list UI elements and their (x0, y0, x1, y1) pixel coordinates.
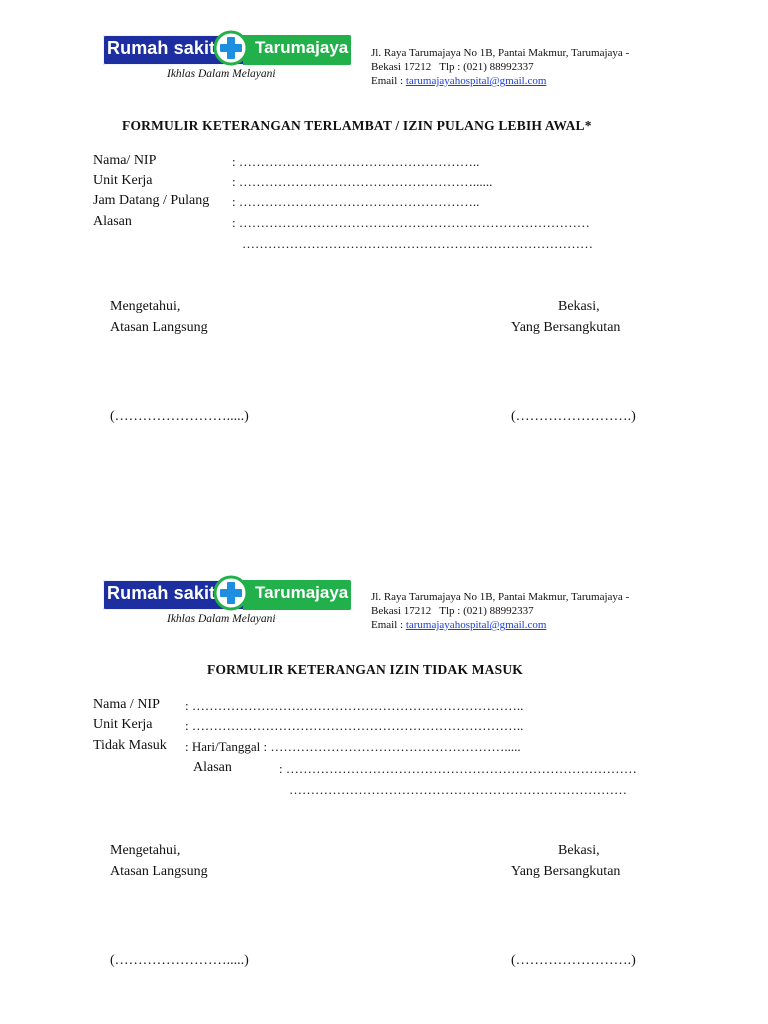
form1-field-nama-value[interactable]: : ……………………………………………….. (232, 154, 480, 169)
tagline: Ikhlas Dalam Melayani (167, 68, 276, 80)
logo-name-left: Rumah sakit (107, 583, 216, 603)
form1-field-alasan-line2[interactable]: ……………………………………………………………………… (242, 236, 593, 251)
form1-field-alasan-value[interactable]: : ……………………………………………………………………… (232, 215, 590, 230)
email-line (371, 74, 629, 88)
hospital-logo (103, 575, 353, 635)
form2-field-nama-value[interactable]: : ………………………………………………………………….. (185, 698, 524, 713)
medical-cross-icon (213, 575, 249, 611)
form1-left-sig-line2: Atasan Langsung (110, 320, 208, 335)
form2-field-tidak-masuk-label: Tidak Masuk (93, 738, 167, 753)
form2-left-sig-blank[interactable]: (…………………….....) (110, 953, 249, 968)
form1-field-nama-label: Nama/ NIP (93, 153, 157, 168)
address-line-1: Jl. Raya Tarumajaya No 1B, Pantai Makmur, Tarumajaya - (371, 591, 630, 603)
form1-field-jam-value[interactable]: : ……………………………………………….. (232, 194, 480, 209)
form2-field-tanggal-value[interactable]: : Hari/Tanggal : ………………………………………………..... (185, 739, 521, 754)
address-block (371, 590, 629, 632)
form1-title: FORMULIR KETERANGAN TERLAMBAT / IZIN PULANG LEBIH AWAL* (122, 118, 592, 133)
address-line-2: Bekasi 17212 Tlp : (021) 88992337 (371, 605, 534, 617)
address-block (371, 46, 629, 88)
form1-field-unit-label: Unit Kerja (93, 173, 153, 188)
form2-field-nama-label: Nama / NIP (93, 697, 160, 712)
email-label: Email : (371, 619, 406, 631)
form1-left-sig-blank[interactable]: (…………………….....) (110, 409, 249, 424)
form2-field-alasan-line2[interactable]: …………………………………………………………………… (289, 782, 627, 797)
form2-right-sig-line2: Yang Bersangkutan (511, 864, 621, 879)
form2-left-sig-line1: Mengetahui, (110, 843, 181, 858)
form1-right-sig-line1: Bekasi, (558, 299, 600, 314)
tagline: Ikhlas Dalam Melayani (167, 613, 276, 625)
address-line-2: Bekasi 17212 Tlp : (021) 88992337 (371, 61, 534, 73)
logo-name-right: Tarumajaya (255, 38, 349, 57)
hospital-logo (103, 30, 353, 90)
form2-field-alasan-value[interactable]: : ……………………………………………………………………… (279, 761, 637, 776)
logo-name-left: Rumah sakit (107, 38, 216, 58)
form1-right-sig-line2: Yang Bersangkutan (511, 320, 621, 335)
medical-cross-icon (213, 30, 249, 66)
form2-title: FORMULIR KETERANGAN IZIN TIDAK MASUK (207, 662, 523, 677)
form2-left-sig-line2: Atasan Langsung (110, 864, 208, 879)
form2-right-sig-line1: Bekasi, (558, 843, 600, 858)
email-link[interactable]: tarumajayahospital@gmail.com (405, 619, 547, 631)
address-line-1: Jl. Raya Tarumajaya No 1B, Pantai Makmur, Tarumajaya - (371, 47, 630, 59)
form2-field-unit-label: Unit Kerja (93, 717, 153, 732)
form2-field-alasan-label: Alasan (193, 760, 232, 775)
form1-right-sig-blank[interactable]: (…………………….) (511, 409, 636, 424)
form2-field-unit-value[interactable]: : ………………………………………………………………….. (185, 718, 524, 733)
email-label: Email : (371, 75, 406, 87)
form1-field-unit-value[interactable]: : ………………………………………………...... (232, 174, 493, 189)
form1-field-alasan-label: Alasan (93, 214, 132, 229)
logo-name-right: Tarumajaya (255, 583, 349, 602)
email-line (371, 618, 629, 632)
form1-field-jam-label: Jam Datang / Pulang (93, 193, 210, 208)
email-link[interactable]: tarumajayahospital@gmail.com (405, 75, 547, 87)
form1-left-sig-line1: Mengetahui, (110, 299, 181, 314)
form2-right-sig-blank[interactable]: (…………………….) (511, 953, 636, 968)
